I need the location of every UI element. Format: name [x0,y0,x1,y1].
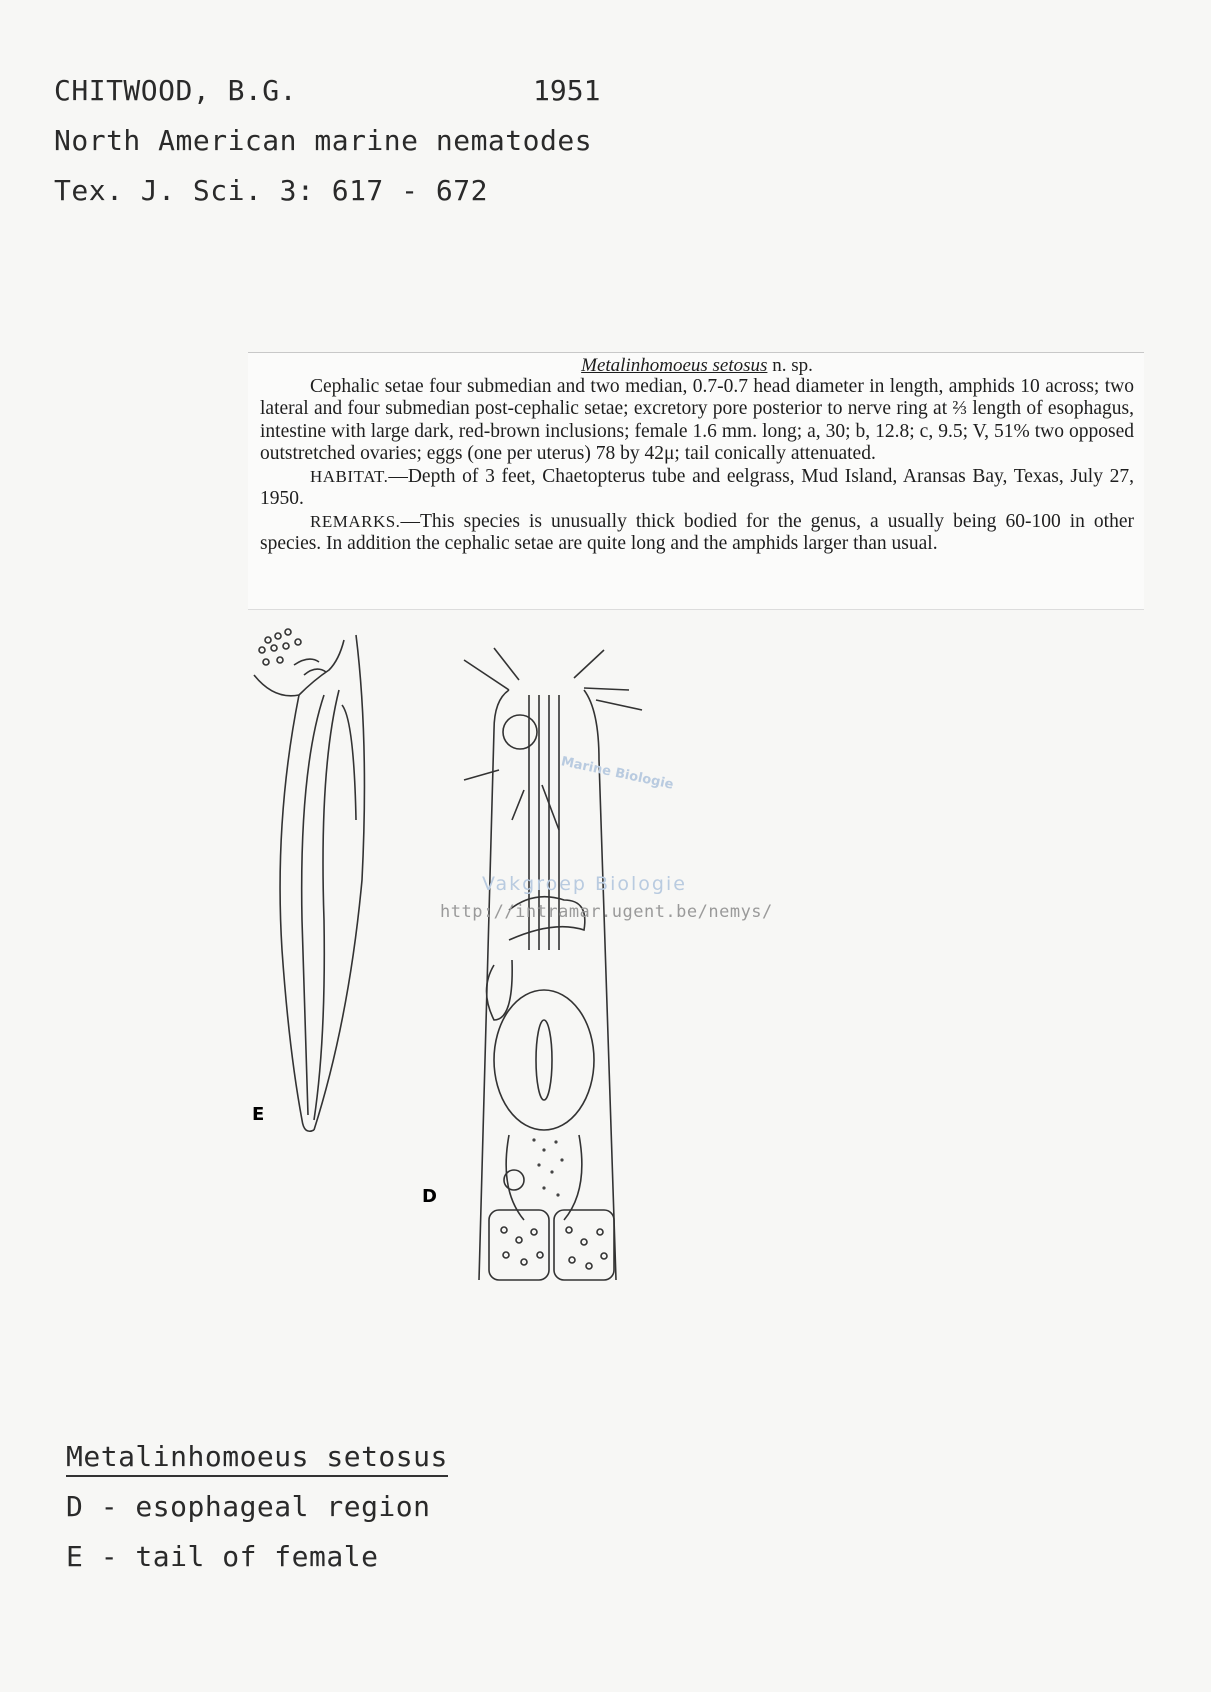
figure-label-d: D [422,1186,437,1207]
habitat-paragraph [260,466,1134,511]
remarks-paragraph [260,511,1134,556]
habitat-text: —Depth of 3 feet, Chaetopterus tube and eelgrass, Mud Island, Aransas Bay, Texas, July 27, 1950. [260,465,1134,509]
watermark-group-name: Vakgroep Biologie [482,873,687,895]
species-description-clipping [248,352,1144,610]
species-heading-name: Metalinhomoeus setosus [581,355,768,376]
habitat-label: HABITAT. [310,466,389,486]
description-body: Cephalic setae four submedian and two median, 0.7-0.7 head diameter in length, amphids 10 across; two lateral and four submedian post-cephalic setae; excretory pore posterior to nerve ring at ⅔ length of esophagus, intestine with large dark, red-brown inclusions; female 1.6 mm. long; a, 30; b, 12.8; c, 9.5; V, 51% two opposed outstretched ovaries; eggs (one per uterus) 78 by 42μ; tail conically attenuated. [260,375,1134,464]
remarks-text: —This species is unusually thick bodied for the genus, a usually being 60-100 in other species. In addition the cephalic setae are quite long and the amphids larger than usual. [260,510,1134,554]
nematode-drawing [244,620,674,1320]
figure-label-e: E [252,1104,265,1125]
watermark-url: http://intramar.ugent.be/nemys/ [440,902,773,922]
tail-drawing-e [254,629,364,1131]
remarks-label: REMARKS. [310,511,401,531]
watermark-ring-text: Marine Biologie [559,754,675,793]
nematode-figure [244,620,674,1320]
esophagus-drawing-d [464,648,642,1280]
reference-author: CHITWOOD, B.G. [54,74,298,107]
reference-title: North American marine nematodes [54,124,593,157]
species-heading-suffix: n. sp. [772,355,813,376]
caption-species: Metalinhomoeus setosus [66,1440,448,1477]
species-heading [260,355,1134,378]
intestine-inclusions [532,1138,563,1196]
caption-figure-d: D - esophageal region [66,1490,431,1523]
caption-figure-e: E - tail of female [66,1540,379,1573]
reference-citation: Tex. J. Sci. 3: 617 - 672 [54,174,488,207]
reference-year: 1951 [533,74,601,107]
